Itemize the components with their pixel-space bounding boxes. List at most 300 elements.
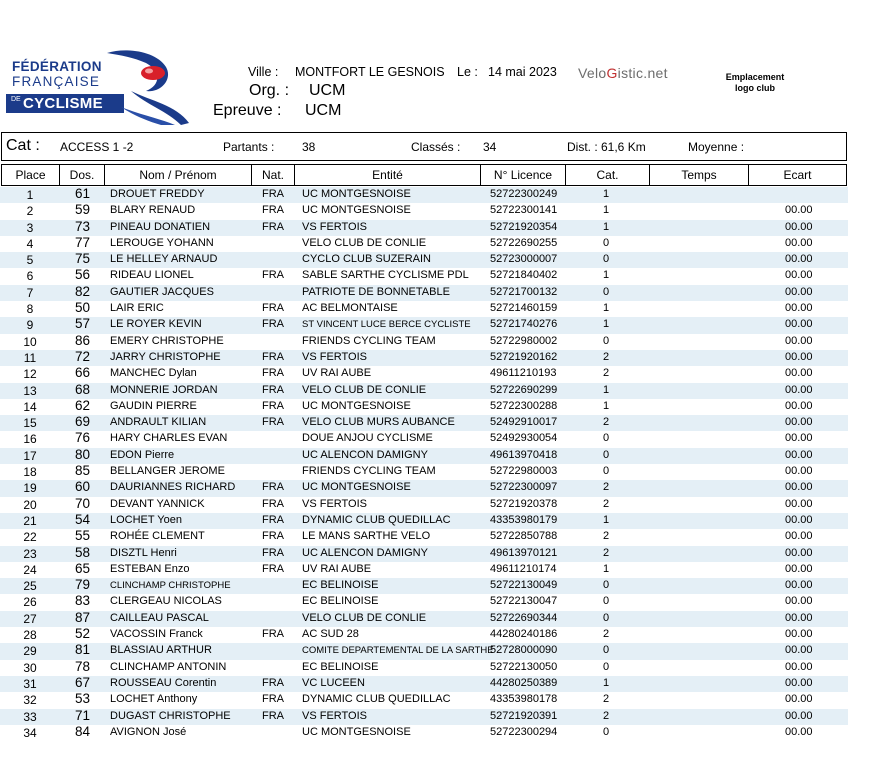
cell-entite: UV RAI AUBE bbox=[302, 367, 372, 380]
cell-nom: DAURIANNES RICHARD bbox=[110, 481, 236, 494]
cell-licence: 52721840402 bbox=[490, 269, 558, 282]
cell-dos: 52 bbox=[74, 626, 91, 642]
cell-ecart: 00.00 bbox=[785, 220, 813, 233]
cell-licence: 52722980003 bbox=[490, 465, 558, 478]
cell-dos: 62 bbox=[74, 397, 91, 413]
cell-cat: 1 bbox=[603, 188, 610, 200]
cell-dos: 50 bbox=[74, 300, 91, 316]
table-row bbox=[0, 415, 848, 431]
cell-ecart: 00.00 bbox=[785, 334, 813, 347]
cell-place: 34 bbox=[23, 725, 37, 740]
cell-dos: 66 bbox=[74, 365, 91, 381]
table-row bbox=[0, 236, 848, 252]
cell-cat: 0 bbox=[603, 579, 610, 592]
cell-dos: 55 bbox=[74, 528, 91, 544]
cell-nom: CLINCHAMP ANTONIN bbox=[110, 660, 227, 673]
col-header-dos: Dos. bbox=[60, 164, 105, 186]
cell-entite: UC MONTGESNOISE bbox=[302, 204, 411, 217]
cell-nom: BLARY RENAUD bbox=[110, 204, 196, 217]
cell-place: 24 bbox=[23, 562, 37, 577]
cell-dos: 78 bbox=[74, 658, 91, 674]
cell-licence: 52722300294 bbox=[490, 725, 558, 738]
col-header-licence: N° Licence bbox=[481, 164, 566, 186]
cell-nom: LOCHET Anthony bbox=[110, 693, 198, 706]
col-header-cat: Cat. bbox=[566, 164, 650, 186]
cell-entite: VS FERTOIS bbox=[302, 497, 368, 510]
cell-nat: FRA bbox=[262, 367, 284, 380]
table-row bbox=[0, 676, 848, 692]
logo-text-line1: FÉDÉRATION bbox=[12, 59, 102, 74]
cell-cat: 0 bbox=[603, 285, 610, 298]
cell-nat: FRA bbox=[262, 302, 284, 315]
cell-entite: ST VINCENT LUCE BERCE CYCLISTE bbox=[302, 319, 471, 331]
col-header-place: Place bbox=[1, 164, 60, 186]
cell-dos: 57 bbox=[74, 316, 91, 332]
cell-entite: VS FERTOIS bbox=[302, 220, 368, 233]
cell-entite: UV RAI AUBE bbox=[302, 562, 372, 575]
results-table-body bbox=[0, 187, 848, 741]
cell-place: 17 bbox=[23, 448, 37, 463]
cell-cat: 1 bbox=[603, 318, 610, 331]
cell-licence: 52721920391 bbox=[490, 709, 558, 722]
cell-place: 11 bbox=[23, 350, 37, 365]
cell-entite: SABLE SARTHE CYCLISME PDL bbox=[302, 269, 469, 282]
cell-nom: ROUSSEAU Corentin bbox=[110, 676, 217, 689]
cell-place: 2 bbox=[26, 204, 34, 219]
distance: Dist. : 61,6 Km bbox=[567, 140, 646, 154]
cell-nat: FRA bbox=[262, 399, 284, 412]
cell-licence: 52728000090 bbox=[490, 644, 558, 657]
cell-nom: CLINCHAMP CHRISTOPHE bbox=[110, 580, 231, 592]
cell-ecart: 00.00 bbox=[785, 709, 813, 722]
cell-entite: UC ALENCON DAMIGNY bbox=[302, 546, 428, 559]
cell-place: 5 bbox=[26, 253, 34, 268]
cell-ecart: 00.00 bbox=[785, 432, 813, 445]
cell-nom: GAUTIER JACQUES bbox=[110, 285, 214, 298]
cell-cat: 0 bbox=[603, 253, 610, 266]
table-row bbox=[0, 431, 848, 447]
cell-cat: 2 bbox=[603, 367, 610, 380]
cell-place: 10 bbox=[23, 334, 37, 349]
cell-dos: 72 bbox=[74, 348, 91, 364]
cell-ecart: 00.00 bbox=[785, 465, 813, 478]
cell-cat: 1 bbox=[603, 302, 610, 315]
cell-place: 4 bbox=[26, 236, 34, 251]
ville-value: MONTFORT LE GESNOIS bbox=[295, 65, 445, 79]
cell-dos: 76 bbox=[74, 430, 91, 446]
table-row bbox=[0, 546, 848, 562]
cell-cat: 1 bbox=[603, 676, 610, 689]
cell-cat: 1 bbox=[603, 204, 610, 217]
cell-nom: VACOSSIN Franck bbox=[110, 628, 203, 641]
cell-entite: DYNAMIC CLUB QUEDILLAC bbox=[302, 693, 451, 706]
cell-place: 1 bbox=[26, 188, 34, 202]
table-row bbox=[0, 611, 848, 627]
cell-ecart: 00.00 bbox=[785, 253, 813, 266]
cell-dos: 82 bbox=[74, 283, 91, 299]
velogistic-brand bbox=[578, 65, 668, 81]
cell-ecart: 00.00 bbox=[785, 302, 813, 315]
cell-ecart: 00.00 bbox=[785, 562, 813, 575]
cell-entite: UC ALENCON DAMIGNY bbox=[302, 448, 428, 461]
cell-cat: 2 bbox=[603, 350, 610, 363]
cell-licence: 44280250389 bbox=[490, 676, 558, 689]
moyenne-label: Moyenne : bbox=[688, 140, 745, 154]
table-row bbox=[0, 464, 848, 480]
cell-nat: FRA bbox=[262, 513, 284, 526]
cell-place: 18 bbox=[23, 465, 37, 480]
cell-dos: 86 bbox=[74, 332, 91, 348]
cell-dos: 68 bbox=[74, 381, 91, 397]
cell-ecart: 00.00 bbox=[785, 693, 813, 706]
cell-place: 30 bbox=[23, 660, 37, 675]
cell-place: 28 bbox=[23, 628, 37, 643]
cell-dos: 69 bbox=[74, 414, 91, 430]
logo-text-cyclisme: CYCLISME bbox=[23, 95, 103, 112]
cell-licence: 52721460159 bbox=[490, 302, 558, 315]
cell-cat: 2 bbox=[603, 693, 610, 706]
cell-entite: AC BELMONTAISE bbox=[302, 302, 398, 315]
cell-licence: 52722300249 bbox=[490, 188, 558, 200]
cat-label: Cat : bbox=[6, 137, 40, 154]
col-header-ecart: Ecart bbox=[749, 164, 847, 186]
table-row bbox=[0, 692, 848, 708]
cell-place: 16 bbox=[23, 432, 37, 447]
cell-nom: HARY CHARLES EVAN bbox=[110, 432, 228, 445]
table-row bbox=[0, 285, 848, 301]
cell-dos: 54 bbox=[74, 511, 91, 527]
classes-value: 34 bbox=[483, 140, 497, 154]
cell-nom: MONNERIE JORDAN bbox=[110, 383, 218, 396]
cell-cat: 0 bbox=[603, 236, 610, 249]
cell-dos: 77 bbox=[74, 234, 91, 250]
cell-ecart: 00.00 bbox=[785, 416, 813, 429]
cell-place: 3 bbox=[26, 220, 34, 235]
cat-value: ACCESS 1 -2 bbox=[60, 140, 134, 154]
cell-entite: VELO CLUB DE CONLIE bbox=[302, 611, 427, 624]
cell-nom: GAUDIN PIERRE bbox=[110, 399, 197, 412]
cell-licence: 52722130049 bbox=[490, 579, 558, 592]
cell-entite: EC BELINOISE bbox=[302, 579, 379, 592]
cell-nat: FRA bbox=[262, 416, 284, 429]
date-value: 14 mai 2023 bbox=[488, 65, 557, 79]
cell-dos: 85 bbox=[74, 463, 91, 479]
cell-nom: LE HELLEY ARNAUD bbox=[110, 253, 218, 266]
cell-licence: 52722130047 bbox=[490, 595, 558, 608]
cell-cat: 0 bbox=[603, 334, 610, 347]
cell-dos: 70 bbox=[74, 495, 91, 511]
col-header-nat: Nat. bbox=[252, 164, 295, 186]
epreuve-label: Epreuve : bbox=[213, 102, 282, 119]
cell-dos: 79 bbox=[74, 577, 91, 593]
cell-nat: FRA bbox=[262, 350, 284, 363]
cell-dos: 67 bbox=[74, 674, 91, 690]
cell-place: 9 bbox=[26, 318, 34, 333]
brand-part-b: G bbox=[606, 65, 618, 81]
cell-place: 25 bbox=[23, 579, 37, 594]
cell-ecart: 00.00 bbox=[785, 204, 813, 217]
cell-entite: AC SUD 28 bbox=[302, 628, 359, 641]
logo-swoosh-icon bbox=[101, 45, 191, 127]
cell-entite: EC BELINOISE bbox=[302, 660, 379, 673]
cell-place: 33 bbox=[23, 709, 37, 724]
cell-ecart: 00.00 bbox=[785, 448, 813, 461]
cell-place: 29 bbox=[23, 644, 37, 659]
table-row bbox=[0, 578, 848, 594]
cell-nom: BELLANGER JEROME bbox=[110, 465, 225, 478]
cell-dos: 80 bbox=[74, 446, 91, 462]
cell-licence: 43353980178 bbox=[490, 693, 558, 706]
table-row bbox=[0, 725, 848, 741]
cell-nat: FRA bbox=[262, 497, 284, 510]
table-row bbox=[0, 268, 848, 284]
cell-nat: FRA bbox=[262, 220, 284, 233]
cell-cat: 2 bbox=[603, 546, 610, 559]
cell-ecart: 00.00 bbox=[785, 497, 813, 510]
cell-nat: FRA bbox=[262, 628, 284, 641]
cell-ecart: 00.00 bbox=[785, 611, 813, 624]
cell-place: 20 bbox=[23, 497, 37, 512]
cell-ecart: 00.00 bbox=[785, 530, 813, 543]
cell-licence: 49613970418 bbox=[490, 448, 558, 461]
cell-nat: FRA bbox=[262, 562, 284, 575]
cell-licence: 52722300097 bbox=[490, 481, 558, 494]
table-row bbox=[0, 513, 848, 529]
cell-place: 6 bbox=[26, 269, 34, 284]
col-header-nom: Nom / Prénom bbox=[105, 164, 252, 186]
table-row bbox=[0, 529, 848, 545]
cell-licence: 49611210174 bbox=[490, 562, 557, 575]
results-table-header bbox=[1, 164, 847, 186]
cell-cat: 2 bbox=[603, 628, 610, 641]
cell-nom: DUGAST CHRISTOPHE bbox=[110, 709, 231, 722]
cell-entite: FRIENDS CYCLING TEAM bbox=[302, 465, 436, 478]
cell-place: 23 bbox=[23, 546, 37, 561]
cell-nat: FRA bbox=[262, 269, 284, 282]
cell-nat: FRA bbox=[262, 709, 284, 722]
cell-entite: UC MONTGESNOISE bbox=[302, 399, 411, 412]
cell-dos: 60 bbox=[74, 479, 91, 495]
org-label: Org. : bbox=[249, 82, 290, 99]
table-row bbox=[0, 643, 848, 659]
cell-cat: 0 bbox=[603, 660, 610, 673]
table-row bbox=[0, 480, 848, 496]
cell-nat: FRA bbox=[262, 383, 284, 396]
table-row bbox=[0, 187, 848, 203]
table-row bbox=[0, 383, 848, 399]
table-row bbox=[0, 301, 848, 317]
logo-text-line2: FRANÇAISE bbox=[12, 74, 101, 89]
cell-ecart: 00.00 bbox=[785, 595, 813, 608]
cell-ecart: 00.00 bbox=[785, 660, 813, 673]
table-row bbox=[0, 562, 848, 578]
table-row bbox=[0, 660, 848, 676]
cell-entite: DYNAMIC CLUB QUEDILLAC bbox=[302, 513, 451, 526]
cell-ecart: 00.00 bbox=[785, 399, 813, 412]
cell-licence: 52721920354 bbox=[490, 220, 558, 233]
table-row bbox=[0, 220, 848, 236]
cell-entite: VELO CLUB MURS AUBANCE bbox=[302, 416, 455, 429]
cell-licence: 44280240186 bbox=[490, 628, 558, 641]
cell-licence: 52722300288 bbox=[490, 399, 558, 412]
category-bar bbox=[1, 132, 847, 161]
cell-ecart: 00.00 bbox=[785, 546, 813, 559]
cell-ecart: 00.00 bbox=[785, 236, 813, 249]
cell-cat: 1 bbox=[603, 399, 610, 412]
classes-label: Classés : bbox=[411, 140, 461, 154]
cell-licence: 52722980002 bbox=[490, 334, 558, 347]
cell-nom: DEVANT YANNICK bbox=[110, 497, 205, 510]
cell-place: 14 bbox=[23, 399, 37, 414]
cell-entite: VELO CLUB DE CONLIE bbox=[302, 383, 427, 396]
cell-cat: 2 bbox=[603, 416, 610, 429]
table-row bbox=[0, 627, 848, 643]
cell-dos: 59 bbox=[74, 202, 91, 218]
cell-entite: VELO CLUB DE CONLIE bbox=[302, 236, 427, 249]
cell-nat: FRA bbox=[262, 204, 284, 217]
table-row bbox=[0, 399, 848, 415]
cell-cat: 0 bbox=[603, 448, 610, 461]
cell-entite: VS FERTOIS bbox=[302, 350, 368, 363]
cell-nat: FRA bbox=[262, 693, 284, 706]
cell-entite: PATRIOTE DE BONNETABLE bbox=[302, 285, 450, 298]
cell-entite: COMITE DEPARTEMENTAL DE LA SARTHE bbox=[302, 645, 494, 657]
ffc-logo bbox=[6, 45, 191, 127]
cell-licence: 52722130050 bbox=[490, 660, 558, 673]
cell-dos: 84 bbox=[74, 723, 91, 739]
cell-ecart: 00.00 bbox=[785, 676, 813, 689]
cell-licence: 52722850788 bbox=[490, 530, 558, 543]
cell-nom: LEROUGE YOHANN bbox=[110, 236, 214, 249]
cell-licence: 52722300141 bbox=[490, 204, 558, 217]
cell-nom: ROHÉE CLEMENT bbox=[110, 530, 205, 543]
cell-entite: EC BELINOISE bbox=[302, 595, 379, 608]
cell-cat: 0 bbox=[603, 611, 610, 624]
cell-nom: AVIGNON José bbox=[110, 725, 187, 738]
cell-entite: UC MONTGESNOISE bbox=[302, 725, 411, 738]
cell-nat: FRA bbox=[262, 676, 284, 689]
cell-place: 22 bbox=[23, 530, 37, 545]
cell-nat: FRA bbox=[262, 546, 284, 559]
cell-nat: FRA bbox=[262, 481, 284, 494]
cell-ecart: 00.00 bbox=[785, 579, 813, 592]
cell-entite: VS FERTOIS bbox=[302, 709, 368, 722]
ville-label: Ville : bbox=[248, 65, 279, 79]
cell-licence: 52492910017 bbox=[490, 416, 558, 429]
table-row bbox=[0, 594, 848, 610]
cell-dos: 81 bbox=[74, 642, 91, 658]
club-logo-line2: logo club bbox=[735, 83, 775, 93]
cell-dos: 65 bbox=[74, 560, 91, 576]
table-row bbox=[0, 497, 848, 513]
cell-nom: DROUET FREDDY bbox=[110, 188, 205, 200]
cell-cat: 1 bbox=[603, 562, 610, 575]
table-row bbox=[0, 252, 848, 268]
cell-ecart: 00.00 bbox=[785, 350, 813, 363]
cell-entite: VC LUCEEN bbox=[302, 676, 365, 689]
cell-dos: 61 bbox=[74, 186, 91, 201]
cell-cat: 2 bbox=[603, 530, 610, 543]
cell-place: 31 bbox=[23, 676, 37, 691]
cell-nom: LOCHET Yoen bbox=[110, 513, 182, 526]
cell-nat: FRA bbox=[262, 318, 284, 331]
table-row bbox=[0, 317, 848, 333]
cell-cat: 1 bbox=[603, 220, 610, 233]
cell-licence: 52722690344 bbox=[490, 611, 558, 624]
cell-ecart: 00.00 bbox=[785, 725, 813, 738]
cell-cat: 2 bbox=[603, 481, 610, 494]
cell-licence: 52721700132 bbox=[490, 285, 558, 298]
cell-place: 15 bbox=[23, 416, 37, 431]
cell-dos: 73 bbox=[74, 218, 91, 234]
cell-place: 19 bbox=[23, 481, 37, 496]
cell-cat: 2 bbox=[603, 497, 610, 510]
cell-entite: DOUE ANJOU CYCLISME bbox=[302, 432, 433, 445]
cell-ecart: 00.00 bbox=[785, 318, 813, 331]
col-header-entite: Entité bbox=[295, 164, 481, 186]
cell-ecart: 00.00 bbox=[785, 285, 813, 298]
cell-cat: 0 bbox=[603, 595, 610, 608]
cell-nom: EDON Pierre bbox=[110, 448, 175, 461]
cell-nat: FRA bbox=[262, 530, 284, 543]
col-header-temps: Temps bbox=[650, 164, 749, 186]
table-row bbox=[0, 709, 848, 725]
cell-entite: FRIENDS CYCLING TEAM bbox=[302, 334, 436, 347]
cell-nom: DISZTL Henri bbox=[110, 546, 177, 559]
partants-value: 38 bbox=[302, 140, 316, 154]
cell-cat: 1 bbox=[603, 383, 610, 396]
cell-place: 12 bbox=[23, 367, 37, 382]
table-row bbox=[0, 350, 848, 366]
cell-nom: LAIR ERIC bbox=[110, 302, 164, 315]
cell-licence: 52721920162 bbox=[490, 350, 558, 363]
cell-ecart: 00.00 bbox=[785, 628, 813, 641]
cell-licence: 49613970121 bbox=[490, 546, 558, 559]
cell-licence: 52722690255 bbox=[490, 236, 558, 249]
cell-ecart: 00.00 bbox=[785, 367, 813, 380]
table-row bbox=[0, 203, 848, 219]
cell-place: 7 bbox=[26, 285, 34, 300]
cell-nom: EMERY CHRISTOPHE bbox=[110, 334, 224, 347]
cell-nom: CAILLEAU PASCAL bbox=[110, 611, 209, 624]
brand-part-c: istic.net bbox=[617, 65, 668, 81]
cell-dos: 87 bbox=[74, 609, 91, 625]
cell-dos: 56 bbox=[74, 267, 91, 283]
cell-dos: 58 bbox=[74, 544, 91, 560]
cell-entite: CYCLO CLUB SUZERAIN bbox=[302, 253, 431, 266]
cell-ecart: 00.00 bbox=[785, 269, 813, 282]
epreuve-value: UCM bbox=[305, 102, 342, 119]
cell-nom: MANCHEC Dylan bbox=[110, 367, 197, 380]
cell-licence: 52721740276 bbox=[490, 318, 558, 331]
cell-cat: 0 bbox=[603, 725, 610, 738]
table-row bbox=[0, 366, 848, 382]
cell-licence: 49611210193 bbox=[490, 367, 557, 380]
logo-text-de: DE bbox=[11, 96, 21, 103]
cell-cat: 1 bbox=[603, 269, 610, 282]
cell-licence: 52722690299 bbox=[490, 383, 558, 396]
cell-nom: JARRY CHRISTOPHE bbox=[110, 350, 221, 363]
cell-nom: ESTEBAN Enzo bbox=[110, 562, 190, 575]
date-label: Le : bbox=[457, 65, 478, 79]
table-row bbox=[0, 448, 848, 464]
cell-cat: 0 bbox=[603, 644, 610, 657]
club-logo-line1: Emplacement bbox=[725, 72, 785, 82]
cell-licence: 43353980179 bbox=[490, 513, 558, 526]
cell-nom: CLERGEAU NICOLAS bbox=[110, 595, 222, 608]
club-logo-placeholder bbox=[712, 72, 798, 94]
cell-dos: 75 bbox=[74, 251, 91, 267]
